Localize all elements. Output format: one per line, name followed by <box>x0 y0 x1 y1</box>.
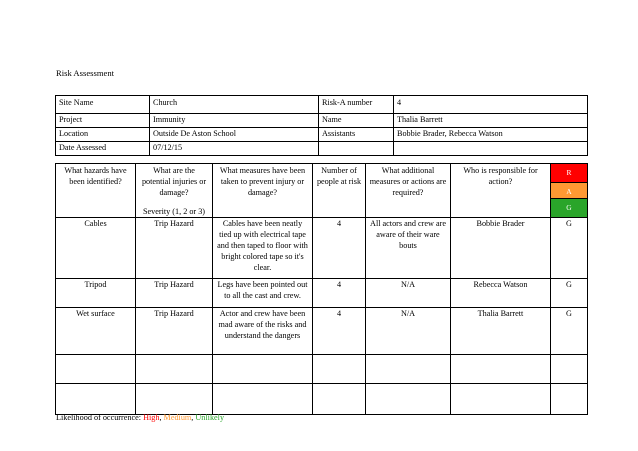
likelihood-label: Likelihood of occurrence: <box>56 413 144 422</box>
page-title: Risk Assessment <box>56 68 115 78</box>
info-row-site <box>56 96 588 114</box>
empty-cell <box>366 384 451 415</box>
measures-cell: Actor and crew have been mad aware of the risks and understand the dangers <box>213 308 313 355</box>
empty-cell <box>451 384 551 415</box>
empty-cell <box>551 355 588 384</box>
location-label: Location <box>56 128 150 142</box>
responsible-cell: Bobbie Brader <box>451 218 551 279</box>
name-value: Thalia Barrett <box>394 114 588 128</box>
info-row-date <box>56 142 588 156</box>
risk-header-row <box>56 164 588 218</box>
risk-number-label: Risk-A number <box>319 96 394 114</box>
empty-cell <box>313 384 366 415</box>
hazard-cell: Wet surface <box>56 308 136 355</box>
people-cell: 4 <box>313 308 366 355</box>
table-row <box>56 308 588 355</box>
empty-cell <box>136 355 213 384</box>
header-people: Number of people at risk <box>313 164 366 218</box>
rag-amber: A <box>551 182 587 200</box>
empty-cell <box>136 384 213 415</box>
info-row-project <box>56 114 588 128</box>
people-cell: 4 <box>313 218 366 279</box>
hazard-cell: Cables <box>56 218 136 279</box>
people-cell: 4 <box>313 279 366 308</box>
responsible-cell: Thalia Barrett <box>451 308 551 355</box>
empty-cell <box>213 384 313 415</box>
site-name-label: Site Name <box>56 96 150 114</box>
additional-cell: N/A <box>366 308 451 355</box>
hazard-cell: Tripod <box>56 279 136 308</box>
rag-red: R <box>551 164 587 182</box>
additional-cell: N/A <box>366 279 451 308</box>
project-value: Immunity <box>150 114 319 128</box>
empty-cell <box>56 355 136 384</box>
rating-cell: G <box>551 308 588 355</box>
injury-cell: Trip Hazard <box>136 279 213 308</box>
header-measures: What measures have been taken to prevent injury or damage? <box>213 164 313 218</box>
responsible-cell: Rebecca Watson <box>451 279 551 308</box>
empty-cell <box>394 142 588 156</box>
name-label: Name <box>319 114 394 128</box>
likelihood-unlikely: Unlikely <box>195 413 225 422</box>
header-hazards: What hazards have been identified? <box>56 164 136 218</box>
empty-cell <box>451 355 551 384</box>
table-row <box>56 218 588 279</box>
empty-cell <box>313 355 366 384</box>
info-table <box>55 95 588 156</box>
empty-cell <box>213 355 313 384</box>
empty-cell <box>551 384 588 415</box>
injury-cell: Trip Hazard <box>136 218 213 279</box>
empty-cell <box>319 142 394 156</box>
site-name-value: Church <box>150 96 319 114</box>
table-row <box>56 355 588 384</box>
header-additional: What additional measures or actions are required? <box>366 164 451 218</box>
project-label: Project <box>56 114 150 128</box>
additional-cell: All actors and crew are aware of their ware bouts <box>366 218 451 279</box>
assistants-label: Assistants <box>319 128 394 142</box>
rating-cell: G <box>551 218 588 279</box>
likelihood-medium: Medium <box>163 413 192 422</box>
info-row-location <box>56 128 588 142</box>
likelihood-legend <box>56 413 224 423</box>
date-label: Date Assessed <box>56 142 150 156</box>
header-potential <box>136 164 213 218</box>
table-row <box>56 384 588 415</box>
likelihood-sep: , <box>191 413 196 422</box>
date-value: 07/12/15 <box>150 142 319 156</box>
rating-cell: G <box>551 279 588 308</box>
likelihood-sep: , <box>159 413 164 422</box>
header-rag <box>551 164 588 218</box>
injury-cell: Trip Hazard <box>136 308 213 355</box>
table-row <box>56 279 588 308</box>
rag-green: G <box>551 199 587 217</box>
location-value: Outside De Aston School <box>150 128 319 142</box>
empty-cell <box>56 384 136 415</box>
risk-number-value: 4 <box>394 96 588 114</box>
measures-cell: Legs have been pointed out to all the cast and crew. <box>213 279 313 308</box>
header-severity: Severity (1, 2 or 3) <box>142 207 206 216</box>
empty-cell <box>366 355 451 384</box>
assistants-value: Bobbie Brader, Rebecca Watson <box>394 128 588 142</box>
measures-cell: Cables have been neatly tied up with electrical tape and then taped to floor with bright colored tape so it's clear. <box>213 218 313 279</box>
header-responsible: Who is responsible for action? <box>451 164 551 218</box>
likelihood-high: High <box>143 413 160 422</box>
risk-table <box>55 163 588 415</box>
header-potential-text: What are the potential injuries or damage? <box>141 166 207 198</box>
